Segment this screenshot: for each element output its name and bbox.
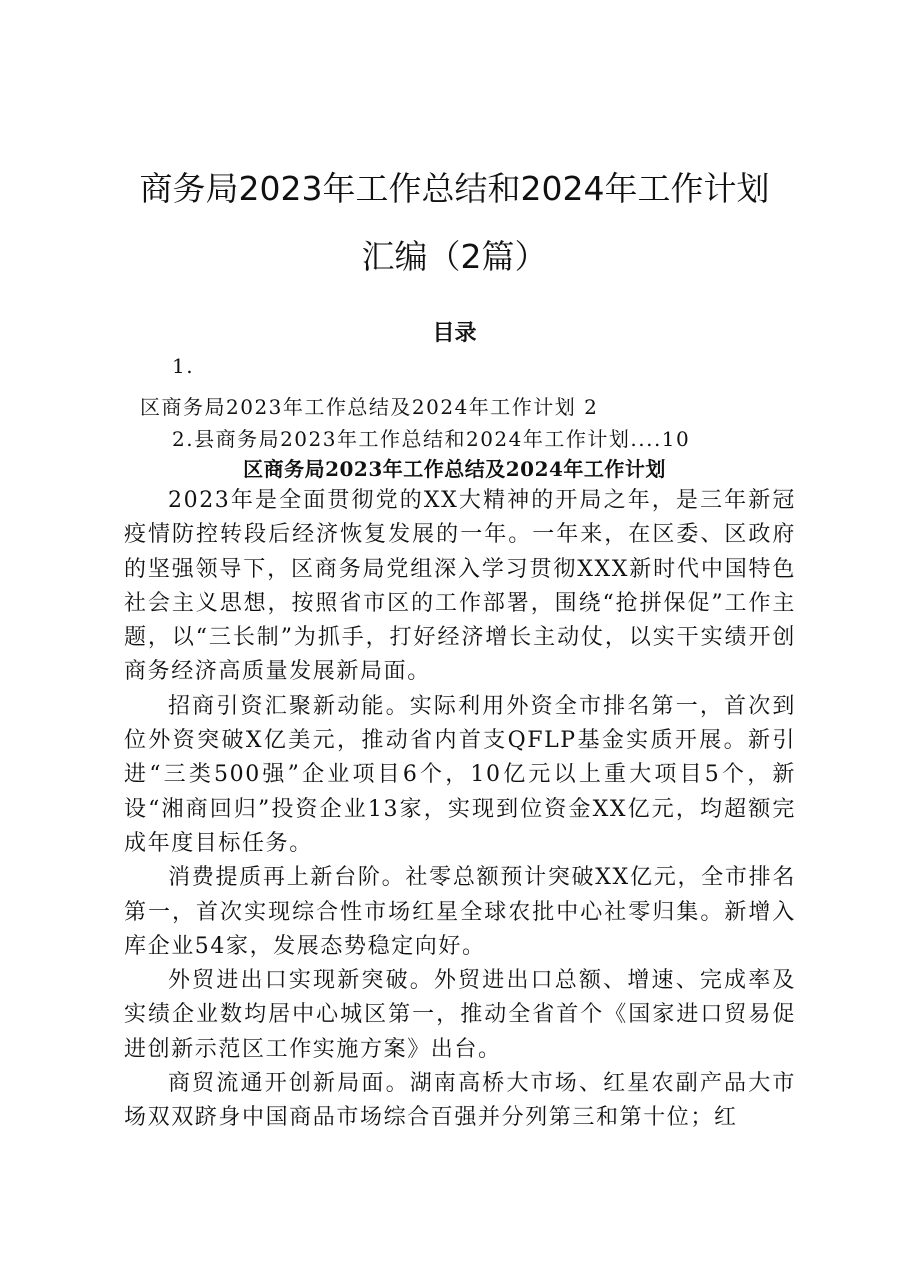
toc-heading: 目录 bbox=[432, 320, 477, 346]
toc-item-number: 1. bbox=[172, 354, 195, 378]
toc-item[interactable]: 区商务局2023年工作总结及2024年工作计划 2 bbox=[140, 395, 599, 419]
document-title: 商务局2023年工作总结和2024年工作计划 bbox=[139, 169, 770, 208]
toc-item[interactable]: 2.县商务局2023年工作总结和2024年工作计划....10 bbox=[172, 427, 691, 451]
paragraph: 招商引资汇聚新动能。实际利用外资全市排名第一，首次到位外资突破X亿美元，推动省内首支QFLP基金实质开展。新引进“三类500强”企业项目6个，10亿元以上重大项目5个，新设“湘商回归”投资企业13家，实现到位资金XX亿元，均超额完成年度目标任务。 bbox=[124, 693, 796, 856]
paragraph: 外贸进出口实现新突破。外贸进出口总额、增速、完成率及实绩企业数均居中心城区第一，推动全省首个《国家进口贸易促进创新示范区工作实施方案》出台。 bbox=[124, 968, 796, 1062]
paragraph: 商贸流通开创新局面。湖南高桥大市场、红星农副产品大市场双双跻身中国商品市场综合百强并分列第三和第十位；红 bbox=[124, 1071, 796, 1131]
document-title-continued: 汇编（2篇） bbox=[361, 237, 548, 276]
section-title: 区商务局2023年工作总结及2024年工作计划 bbox=[243, 457, 666, 481]
paragraph: 2023年是全面贯彻党的XX大精神的开局之年，是三年新冠疫情防控转段后经济恢复发展的一年。一年来，在区委、区政府的坚强领导下，区商务局党组深入学习贯彻XXX新时代中国特色社会主义思想，按照省市区的工作部署，围绕“抢拼保促”工作主题，以“三长制”为抓手，打好经济增长主动仗，以实干实绩开创商务经济高质量发展新局面。 bbox=[124, 488, 796, 685]
paragraph: 消费提质再上新台阶。社零总额预计突破XX亿元，全市排名第一，首次实现综合性市场红星全球农批中心社零归集。新增入库企业54家，发展态势稳定向好。 bbox=[124, 865, 796, 959]
body-text bbox=[124, 484, 796, 1136]
